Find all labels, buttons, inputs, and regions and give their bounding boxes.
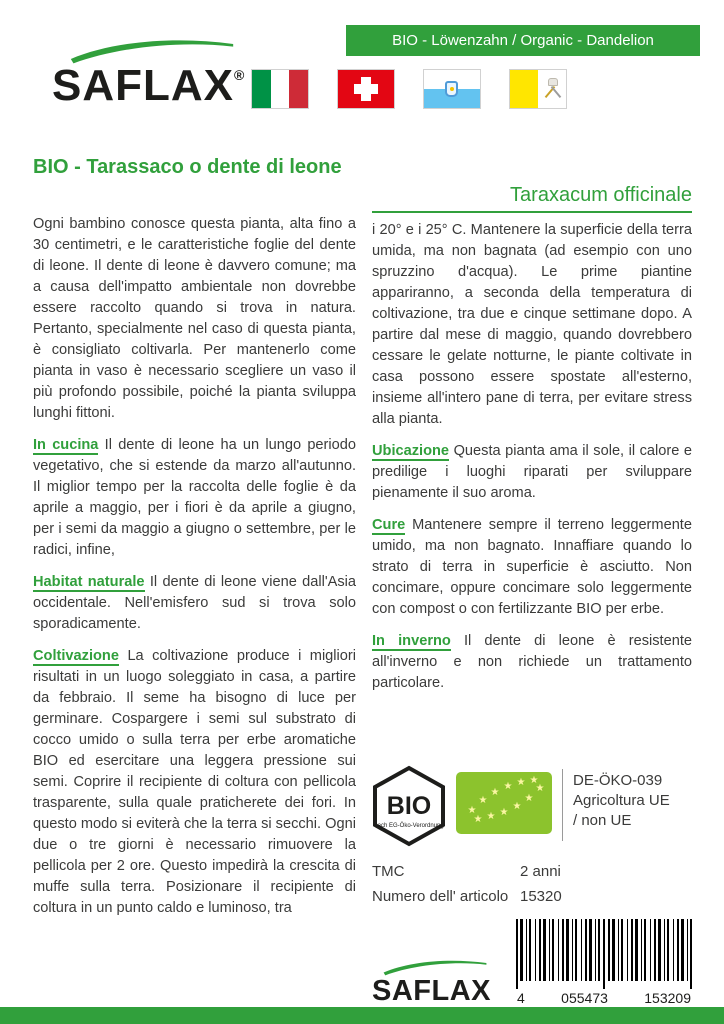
- section-text: La coltivazione produce i migliori risultati in un luogo soleggiato in casa, a partire da febbraio. Il seme ha bisogno di luce per germinare. Cospargere i semi sul substrato di cocco umido o sulla terra per erbe aromatiche BIO ed esercitare una leggera pressione sui semi. Coprire il recipiente di coltura con pellicola trasparente, sulla quale praticherete dei fori. In questo modo si eviterà che la terra si secchi. Ogni due o tre giorni è necessario rimuovere la pellicola per 2 ore. Questo impedirà la crescita di muffe sulla terra. Posizionare il recipiente di coltura in un punto caldo e luminoso, tra: [33, 648, 357, 916]
- logo-text: SAFLAX: [52, 61, 234, 110]
- barcode-digit-group-1: 4: [517, 990, 525, 1006]
- svg-text:★: ★: [499, 807, 509, 818]
- latin-name-underline: [372, 211, 692, 213]
- article-number-row: [372, 888, 692, 905]
- san-marino-emblem-dot: [450, 87, 454, 91]
- barcode-guard-left: [516, 919, 518, 989]
- certification-row: [372, 765, 692, 847]
- bio-seal-subtext: nach EG-Öko-Verordnung: [374, 823, 444, 829]
- vatican-yellow-band: [510, 70, 538, 108]
- saflax-footer-logo: [372, 958, 494, 1006]
- section-ubicazione: [372, 441, 692, 504]
- certification-code: DE-ÖKO-039: [573, 772, 663, 789]
- intro-paragraph: Ogni bambino conosce questa pianta, alta fino a 30 centimetri, e le caratteristiche foglie del dente di leone. Il dente di leone è davvero comune; ma a causa dell'impatto ambientale non dovrebbe essere raccolto quando si trova in natura. Pertanto, specialmente nel caso di questa pianta, è consigliato coltivarla. Per mantenerlo come pianta in vaso è necessario scegliere un vaso il più profondo possibile, poiché la pianta sviluppa lunghi fittoni.: [33, 216, 356, 421]
- italy-green-stripe: [252, 70, 271, 108]
- svg-text:★: ★: [524, 793, 534, 804]
- bio-seal-text: BIO: [386, 792, 432, 820]
- svg-text:★: ★: [529, 775, 539, 786]
- section-text: Questa pianta ama il sole, il calore e predilige i luoghi riparati per sviluppare pienamente il suo aroma.: [372, 443, 692, 501]
- san-marino-emblem: [445, 81, 458, 97]
- left-column: [33, 214, 356, 930]
- switzerland-flag-icon: [338, 70, 394, 108]
- svg-text:★: ★: [473, 814, 483, 825]
- article-number-value: 15320: [520, 888, 562, 905]
- tmc-value: 2 anni: [520, 863, 561, 880]
- barcode-digit-group-3: 153209: [644, 990, 691, 1006]
- barcode-guard-center: [603, 919, 605, 989]
- svg-text:★: ★: [490, 787, 500, 798]
- bottom-banner: [0, 1007, 724, 1024]
- svg-text:★: ★: [467, 805, 477, 816]
- top-banner: [346, 25, 700, 56]
- divider: [562, 769, 563, 841]
- italy-white-stripe: [271, 70, 290, 108]
- certification-origin-line1: Agricoltura UE: [573, 792, 670, 809]
- italy-red-stripe: [289, 70, 308, 108]
- footer-block: [372, 765, 692, 1006]
- logo-wordmark: [52, 61, 252, 110]
- section-heading: In cucina: [33, 437, 99, 453]
- section-in-cucina: [33, 435, 356, 561]
- barcode-guard-right: [690, 919, 692, 989]
- section-text: Il dente di leone ha un lungo periodo vegetativo, che si estende da marzo all'autunno. Il miglior tempo per la raccolta delle foglie è da aprile a maggio, per i fiori è da aprile a giugno, per i semi da maggio a giugno o settembre, per le radici, infine,: [33, 437, 356, 558]
- section-cure: [372, 515, 692, 620]
- section-heading: Coltivazione: [33, 648, 119, 664]
- latin-name: Taraxacum officinale: [510, 184, 692, 206]
- section-text: Il dente di leone è resistente all'inverno e non richiede un trattamento particolare.: [372, 633, 692, 691]
- swiss-cross-horizontal: [354, 84, 378, 94]
- flag-row: [252, 70, 566, 108]
- svg-text:★: ★: [478, 795, 488, 806]
- top-banner-label: BIO - Löwenzahn / Organic - Dandelion: [392, 32, 654, 49]
- bio-seal-icon: [372, 765, 446, 847]
- svg-text:★: ★: [486, 811, 496, 822]
- vatican-flag-icon: [510, 70, 566, 108]
- certification-text: [573, 765, 670, 831]
- tmc-label: TMC: [372, 863, 405, 880]
- tmc-row: [372, 863, 692, 880]
- latin-name-block: [372, 184, 692, 213]
- svg-text:★: ★: [512, 801, 522, 812]
- ean-barcode: [516, 919, 692, 1006]
- barcode-digits: [516, 990, 692, 1006]
- section-heading: Ubicazione: [372, 443, 450, 459]
- page-title: BIO - Tarassaco o dente di leone: [33, 156, 342, 178]
- continuation-paragraph: i 20° e i 25° C. Mantenere la superficie della terra umida, ma non bagnata (ad esempio con uno spruzzino d'acqua). Le prime piantine appariranno, a seconda della temperatura di coltivazione, tra due e cinque settimane dopo. A partire dal mese di maggio, quando dovrebbero cessare le gelate notturne, le piante coltivate in casa possono essere spostate all'esterno, insieme all'intero pane di terra, per evitare stress alla pianta.: [372, 222, 692, 427]
- certification-origin-line2: / non UE: [573, 812, 632, 829]
- section-coltivazione: [33, 646, 356, 919]
- svg-text:★: ★: [516, 777, 526, 788]
- section-habitat-naturale: [33, 572, 356, 635]
- footer-bottom-row: [372, 919, 692, 1006]
- section-heading: Habitat naturale: [33, 574, 145, 590]
- san-marino-flag-icon: [424, 70, 480, 108]
- registered-mark: ®: [234, 67, 246, 83]
- section-heading: In inverno: [372, 633, 451, 649]
- barcode-bars: [516, 919, 692, 981]
- eu-organic-leaf-icon: [456, 772, 552, 834]
- right-column: [372, 220, 692, 1006]
- svg-text:★: ★: [535, 783, 545, 794]
- italy-flag-icon: [252, 70, 308, 108]
- section-text: Mantenere sempre il terreno leggermente umido, ma non bagnato. Innaffiare quando lo strato di terra in superficie è asciutto. Non concimare, oppure concimare solo leggermente con compost o con fertilizzante BIO per erbe.: [372, 517, 692, 617]
- saflax-logo: [52, 36, 252, 108]
- barcode-digit-group-2: 055473: [561, 990, 608, 1006]
- footer-logo-text: SAFLAX: [372, 975, 491, 1007]
- svg-text:★: ★: [503, 781, 513, 792]
- article-number-label: Numero dell' articolo: [372, 888, 509, 905]
- section-heading: Cure: [372, 517, 406, 533]
- section-in-inverno: [372, 631, 692, 694]
- section-text: Il dente di leone viene dall'Asia occidentale. Nell'emisfero sud si trova solo sporadicamente.: [33, 574, 356, 632]
